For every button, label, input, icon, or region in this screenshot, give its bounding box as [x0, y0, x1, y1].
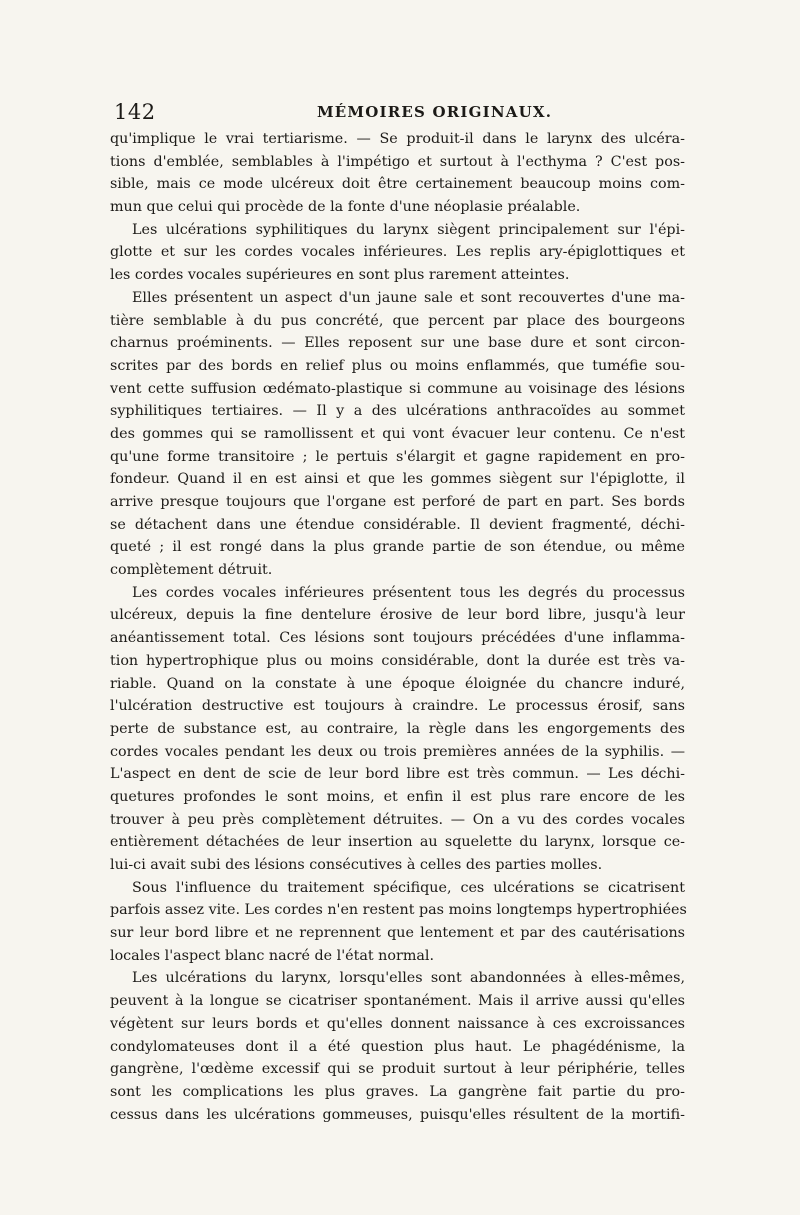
text-line: se détachent dans une étendue considérable. Il devient fragmenté, déchi- [110, 516, 685, 533]
text-line: vent cette suffusion œdémato-plastique si commune au voisinage des lésions [110, 380, 685, 397]
text-line: complètement détruit. [110, 562, 273, 579]
text-line: charnus proéminents. — Elles reposent sur une base dure et sont circon- [110, 335, 685, 352]
text-line: mun que celui qui procède de la fonte d'une néoplasie préalable. [110, 199, 581, 216]
text-line: parfois assez vite. Les cordes n'en restent pas moins longtemps hypertrophiées [110, 902, 687, 919]
text-line: scrites par des bords en relief plus ou moins enflammés, que tuméfie sou- [110, 357, 685, 374]
text-line: condylomateuses dont il a été question plus haut. Le phagédénisme, la [110, 1038, 685, 1055]
text-line: arrive presque toujours que l'organe est perforé de part en part. Ses bords [110, 494, 685, 510]
text-line: Les cordes vocales inférieures présentent tous les degrés du processus [132, 584, 685, 601]
text-line: qu'une forme transitoire ; le pertuis s'élargit et gagne rapidement en pro- [110, 448, 685, 465]
text-line: l'ulcération destructive est toujours à craindre. Le processus érosif, sans [110, 698, 685, 715]
text-line: sur leur bord libre et ne reprennent que lentement et par des cautérisations [110, 925, 685, 942]
text-line: peuvent à la longue se cicatriser spontanément. Mais il arrive aussi qu'elles [110, 993, 685, 1010]
text-line: anéantissement total. Ces lésions sont toujours précédées d'une inflamma- [110, 630, 685, 647]
text-line: locales l'aspect blanc nacré de l'état normal. [110, 947, 435, 964]
text-line: quetures profondes le sont moins, et enfin il est plus rare encore de les [110, 788, 685, 805]
text-line: cessus dans les ulcérations gommeuses, puisqu'elles résultent de la mortifi- [110, 1106, 685, 1123]
text-line: ulcéreux, depuis la fine dentelure érosive de leur bord libre, jusqu'à leur [110, 607, 685, 624]
text-line: végètent sur leurs bords et qu'elles donnent naissance à ces excroissances [110, 1015, 685, 1032]
page-header [112, 100, 692, 124]
text-line: Elles présentent un aspect d'un jaune sale et sont recouvertes d'une ma- [132, 289, 685, 306]
text-line: les cordes vocales supérieures en sont plus rarement atteintes. [110, 267, 570, 284]
text-line: entièrement détachées de leur insertion au squelette du larynx, lorsque ce- [110, 834, 685, 851]
text-line: des gommes qui se ramollissent et qui vont évacuer leur contenu. Ce n'est [110, 425, 685, 442]
text-line: sible, mais ce mode ulcéreux doit être certainement beaucoup moins com- [110, 176, 685, 193]
text-line: tions d'emblée, semblables à l'impétigo et surtout à l'ecthyma ? C'est pos- [110, 153, 685, 170]
text-line: fondeur. Quand il en est ainsi et que les gommes siègent sur l'épiglotte, il [110, 471, 685, 488]
text-line: riable. Quand on la constate à une époque éloignée du chancre induré, [110, 675, 685, 692]
page-number: 142 [114, 100, 156, 124]
text-line: glotte et sur les cordes vocales inférieures. Les replis ary-épiglottiques et [110, 244, 685, 261]
text-line: sont les complications les plus graves. La gangrène fait partie du pro- [110, 1083, 685, 1100]
text-line: Sous l'influence du traitement spécifique, ces ulcérations se cicatrisent [132, 879, 685, 896]
text-line: perte de substance est, au contraire, la règle dans les engorgements des [110, 720, 685, 737]
text-line: lui-ci avait subi des lésions consécutives à celles des parties molles. [110, 857, 603, 873]
text-line: syphilitiques tertiaires. — Il y a des ulcérations anthracoïdes au sommet [110, 403, 685, 420]
body-text [110, 128, 685, 1126]
text-line: Les ulcérations syphilitiques du larynx siègent principalement sur l'épi- [132, 221, 685, 238]
text-line: tion hypertrophique plus ou moins considérable, dont la durée est très va- [110, 652, 685, 669]
running-title: MÉMOIRES ORIGINAUX. [317, 103, 553, 121]
text-line: cordes vocales pendant les deux ou trois premières années de la syphilis. — [110, 743, 685, 760]
text-line: L'aspect en dent de scie de leur bord libre est très commun. — Les déchi- [110, 766, 685, 783]
text-line: tière semblable à du pus concrété, que percent par place des bourgeons [110, 312, 685, 329]
text-line: queté ; il est rongé dans la plus grande partie de son étendue, ou même [110, 539, 685, 556]
text-line: qu'implique le vrai tertiarisme. — Se produit-il dans le larynx des ulcéra- [110, 131, 685, 147]
text-line: trouver à peu près complètement détruites. — On a vu des cordes vocales [110, 811, 685, 828]
text-line: gangrène, l'œdème excessif qui se produit surtout à leur périphérie, telles [110, 1061, 685, 1078]
text-line: Les ulcérations du larynx, lorsqu'elles sont abandonnées à elles-mêmes, [132, 970, 685, 987]
